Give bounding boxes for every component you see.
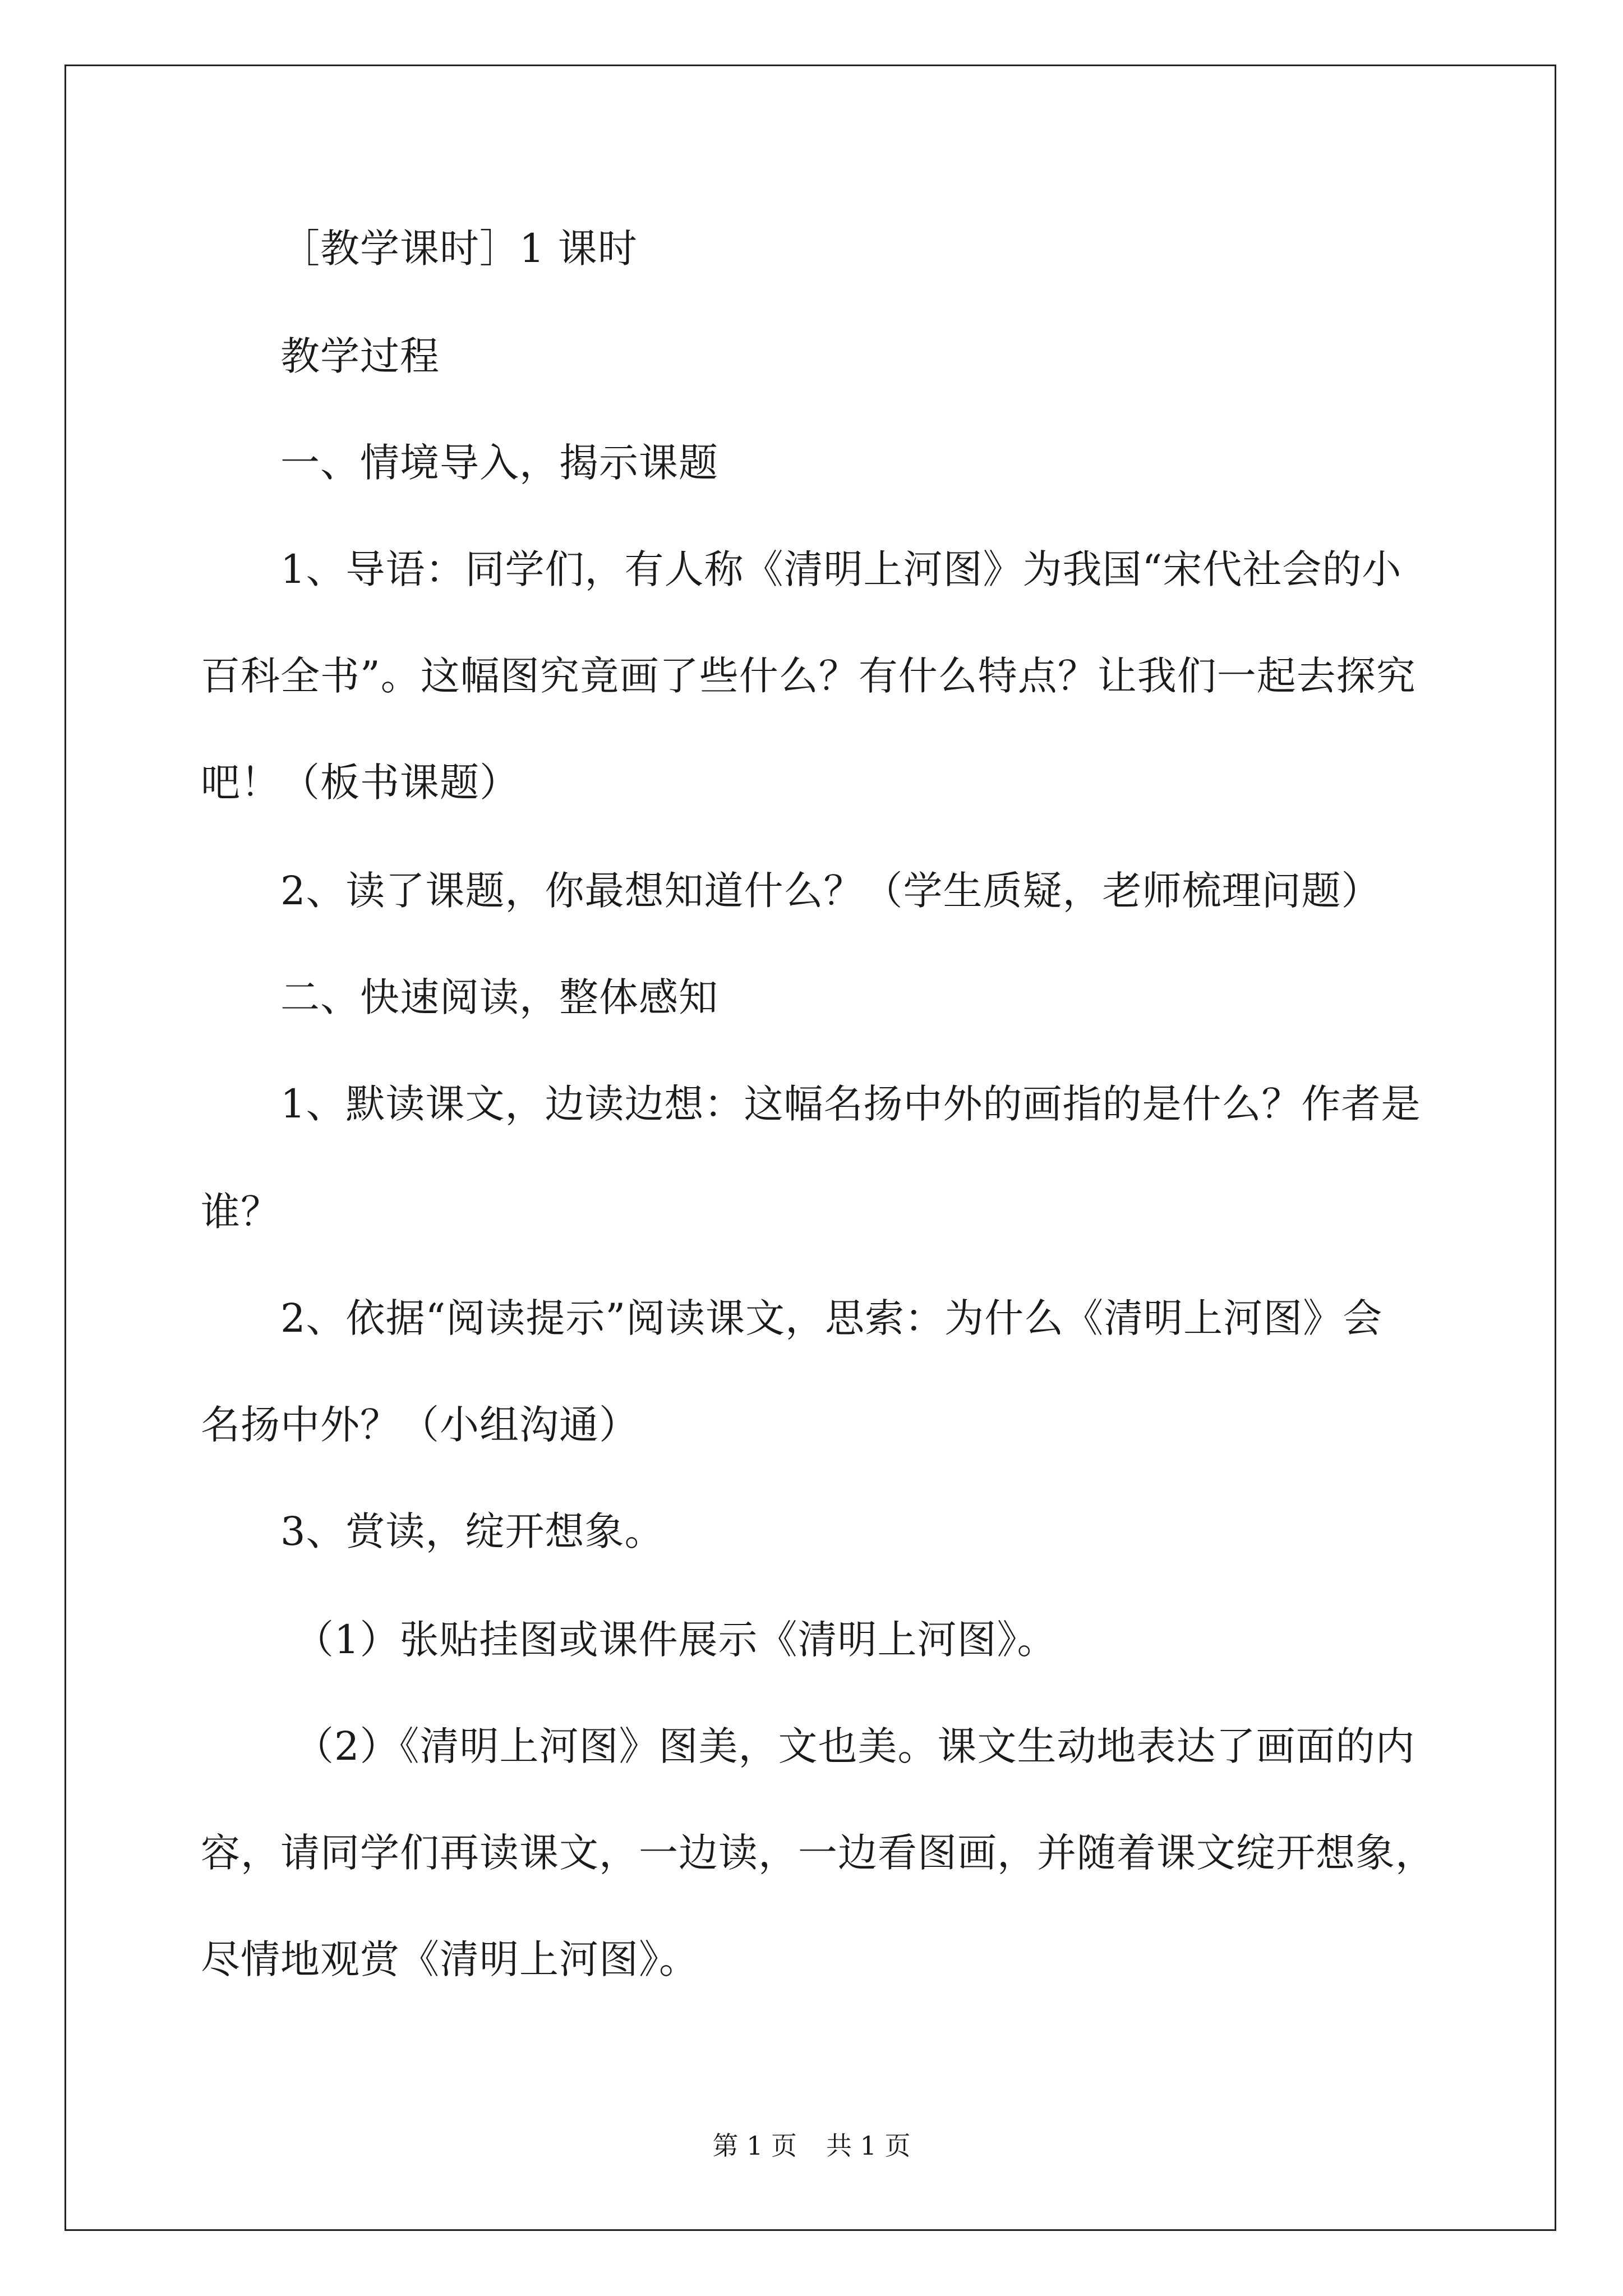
paragraph-line: 名扬中外？（小组沟通） [201, 1402, 639, 1448]
section-one-heading: 一、情境导入，揭示课题 [280, 440, 718, 486]
paragraph-line: 百科全书”。这幅图究竟画了些什么？有什么特点？让我们一起去探究 [201, 653, 1416, 699]
page-footer [0, 2129, 1623, 2162]
paragraph-line: 3、赏读，绽开想象。 [280, 1508, 665, 1554]
paragraph-line: 尽情地观赏《清明上河图》。 [201, 1936, 699, 1982]
paragraph-line: 吧！（板书课题） [201, 760, 519, 806]
page-total: 共 1 页 [826, 2131, 911, 2161]
section-two-heading: 二、快速阅读，整体感知 [280, 974, 718, 1020]
page-border [64, 65, 1556, 2231]
paragraph-line: 2、依据“阅读提示”阅读课文，思索：为什么《清明上河图》会 [280, 1295, 1383, 1341]
paragraph-line: 谁？ [201, 1189, 280, 1235]
teaching-process-heading: 教学过程 [280, 333, 440, 379]
lesson-hours-line: ［教学课时］1 课时 [280, 226, 638, 272]
paragraph-line: （1）张贴挂图或课件展示《清明上河图》。 [294, 1617, 1057, 1663]
page-number: 第 1 页 [712, 2131, 797, 2161]
paragraph-line: 1、默读课文，边读边想：这幅名扬中外的画指的是什么？作者是 [280, 1081, 1421, 1127]
paragraph-line: （2）《清明上河图》图美，文也美。课文生动地表达了画面的内 [294, 1723, 1415, 1769]
paragraph-line: 1、导语：同学们，有人称《清明上河图》为我国“宋代社会的小 [280, 546, 1402, 592]
paragraph-line: 2、读了课题，你最想知道什么？（学生质疑，老师梳理问题） [280, 868, 1381, 914]
paragraph-line: 容，请同学们再读课文，一边读，一边看图画，并随着课文绽开想象， [201, 1830, 1435, 1876]
